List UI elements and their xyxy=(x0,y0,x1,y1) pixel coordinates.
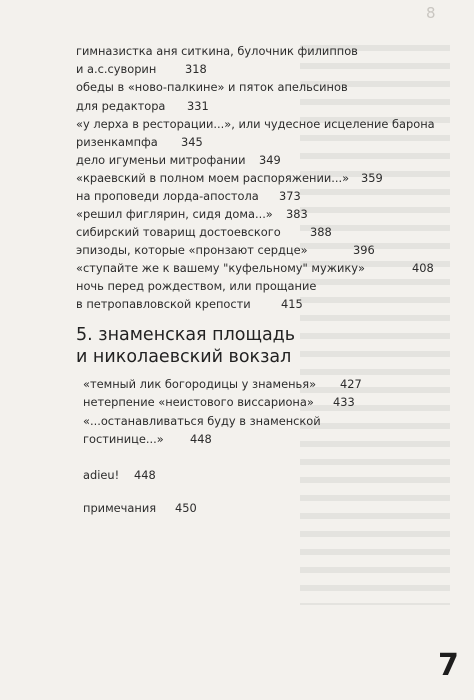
toc-page-number: 388 xyxy=(310,225,332,239)
toc-entry: в петропавловской крепости 415 xyxy=(76,297,303,311)
toc-entry: «у лерха в ресторации...», или чудесное исцеление барона xyxy=(76,117,435,131)
toc-entry: гостинице...» 448 xyxy=(83,432,212,446)
section-title xyxy=(76,324,295,368)
toc-entry: для редактора 331 xyxy=(76,99,209,113)
toc-page-number: 433 xyxy=(333,395,355,409)
toc-entry: обеды в «ново-палкине» и пяток апельсинов xyxy=(76,80,348,94)
toc-page-number: 383 xyxy=(286,207,308,221)
toc-entry: дело игуменьи митрофании 349 xyxy=(76,153,281,167)
toc-page-number: 373 xyxy=(279,189,301,203)
toc-entry: «краевский в полном моем распоряжении...» 359 xyxy=(76,171,383,185)
toc-entry: на проповеди лорда-апостола 373 xyxy=(76,189,301,203)
toc-entry: и а.с.суворин 318 xyxy=(76,62,207,76)
toc-entry: эпизоды, которые «пронзают сердце» 396 xyxy=(76,243,375,257)
toc-entry: ризенкампфа 345 xyxy=(76,135,203,149)
toc-page-number: 349 xyxy=(259,153,281,167)
page-number: 7 xyxy=(438,648,459,683)
toc-page-number: 359 xyxy=(361,171,383,185)
toc-entry-notes: примечания 450 xyxy=(83,501,197,515)
toc-page-number: 450 xyxy=(175,501,197,515)
toc-entry: ночь перед рождеством, или прощание xyxy=(76,279,317,293)
toc-entry: сибирский товарищ достоевского 388 xyxy=(76,225,332,239)
toc-page-number: 345 xyxy=(181,135,203,149)
toc-page-number: 408 xyxy=(412,261,434,275)
toc-page-number: 448 xyxy=(190,432,212,446)
toc-entry: гимназистка аня ситкина, булочник филиппов xyxy=(76,44,358,58)
toc-page-number: 318 xyxy=(185,62,207,76)
top-page-number: 8 xyxy=(426,4,436,22)
section-title-line: 5. знаменская площадь xyxy=(76,325,296,345)
toc-page-number: 448 xyxy=(134,468,156,482)
section-title-line: и николаевский вокзал xyxy=(76,347,292,367)
toc-page-number: 427 xyxy=(340,377,362,391)
toc-page-number: 415 xyxy=(281,297,303,311)
toc-page-number: 396 xyxy=(353,243,375,257)
toc-entry: «...останавливаться буду в знаменской xyxy=(83,414,321,428)
toc-entry-adieu: adieu! 448 xyxy=(83,468,156,482)
toc-page-number: 331 xyxy=(187,99,209,113)
toc-entry: «темный лик богородицы у знаменья» 427 xyxy=(83,377,362,391)
toc-entry: «решил фиглярин, сидя дома...» 383 xyxy=(76,207,308,221)
toc-entry: нетерпение «неистового виссариона» 433 xyxy=(83,395,355,409)
toc-entry: «ступайте же к вашему "куфельному" мужику» 408 xyxy=(76,261,434,275)
